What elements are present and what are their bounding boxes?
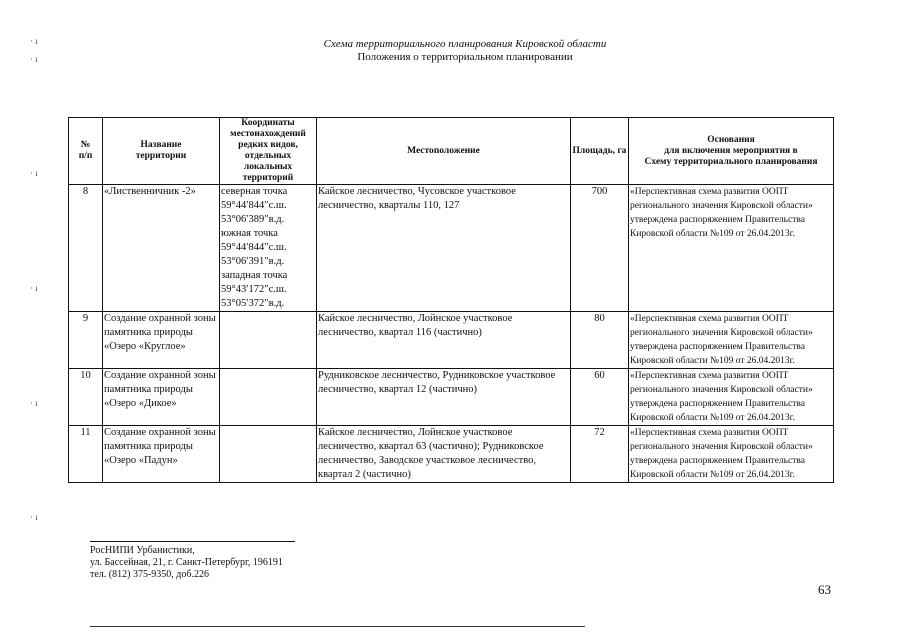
table-row bbox=[69, 185, 834, 312]
row-name: Создание охранной зоны памятника природы «Озеро «Падун» bbox=[103, 426, 220, 483]
row-num: 9 bbox=[69, 312, 103, 369]
table-row bbox=[69, 369, 834, 426]
row-area: 72 bbox=[571, 426, 629, 483]
page-number: 63 bbox=[818, 582, 831, 597]
row-area: 700 bbox=[571, 185, 629, 312]
document-title: Схема территориального планирования Кировской области bbox=[323, 38, 607, 50]
row-coords bbox=[220, 312, 317, 369]
table-row bbox=[69, 426, 834, 483]
table-row bbox=[69, 312, 834, 369]
row-location: Кайское лесничество, Лойнское участковое лесничество, квартал 63 (частично); Рудниковское лесничество, Заводское участковое лесничество, квартал 2 (частично) bbox=[317, 426, 571, 483]
header-area: Площадь, га bbox=[571, 118, 629, 185]
row-location: Кайское лесничество, Лойнское участковое лесничество, квартал 116 (частично) bbox=[317, 312, 571, 369]
header-coords: Координаты местонахождений редких видов, отдельных локальных территорий bbox=[220, 118, 317, 185]
planning-table bbox=[68, 117, 834, 483]
header-num: № п/п bbox=[69, 118, 103, 185]
row-area: 80 bbox=[571, 312, 629, 369]
scan-mark: · ı bbox=[30, 512, 38, 522]
header-basis: Основания для включения мероприятия в Схему территориального планирования bbox=[629, 118, 834, 185]
header-location: Местоположение bbox=[317, 118, 571, 185]
row-num: 8 bbox=[69, 185, 103, 312]
footer-divider bbox=[90, 541, 295, 542]
document-subtitle: Положения о территориальном планировании bbox=[357, 51, 573, 63]
scan-mark: · ı bbox=[30, 168, 38, 178]
row-location: Рудниковское лесничество, Рудниковское участковое лесничество, квартал 12 (частично) bbox=[317, 369, 571, 426]
row-name: Создание охранной зоны памятника природы «Озеро «Круглое» bbox=[103, 312, 220, 369]
row-basis: «Перспективная схема развития ООПТ регионального значения Кировской области» утверждена распоряжением Правительства Кировской области №109 от 26.04.2013г. bbox=[629, 185, 834, 312]
row-basis: «Перспективная схема развития ООПТ регионального значения Кировской области» утверждена распоряжением Правительства Кировской области №109 от 26.04.2013г. bbox=[629, 312, 834, 369]
scan-mark: · ı bbox=[30, 54, 38, 64]
footer-phone: тел. (812) 375-9350, доб.226 bbox=[90, 569, 209, 580]
footer-org: РосНИПИ Урбанистики, bbox=[90, 545, 195, 556]
row-coords bbox=[220, 426, 317, 483]
row-area: 60 bbox=[571, 369, 629, 426]
page-header bbox=[300, 38, 630, 64]
scan-mark: · ı bbox=[30, 398, 38, 408]
scan-mark: · ı bbox=[30, 283, 38, 293]
row-coords bbox=[220, 369, 317, 426]
row-coords: северная точка 59°44′844″с.ш. 53°06′389″в.д. южная точка 59°44′844″с.ш. 53°06′391″в.д. западная точка 59°43′172″с.ш. 53°05′372″в.д. bbox=[220, 185, 317, 312]
row-num: 10 bbox=[69, 369, 103, 426]
row-num: 11 bbox=[69, 426, 103, 483]
table-header-row bbox=[69, 118, 834, 185]
footer bbox=[90, 545, 283, 581]
bottom-divider bbox=[90, 626, 585, 627]
header-name: Название территории bbox=[103, 118, 220, 185]
row-basis: «Перспективная схема развития ООПТ регионального значения Кировской области» утверждена распоряжением Правительства Кировской области №109 от 26.04.2013г. bbox=[629, 369, 834, 426]
row-name: «Лиственничник -2» bbox=[103, 185, 220, 312]
row-name: Создание охранной зоны памятника природы «Озеро «Дикое» bbox=[103, 369, 220, 426]
scan-mark: · ı bbox=[30, 36, 38, 46]
row-basis: «Перспективная схема развития ООПТ регионального значения Кировской области» утверждена распоряжением Правительства Кировской области №109 от 26.04.2013г. bbox=[629, 426, 834, 483]
row-location: Кайское лесничество, Чусовское участковое лесничество, кварталы 110, 127 bbox=[317, 185, 571, 312]
footer-address: ул. Бассейная, 21, г. Санкт-Петербург, 196191 bbox=[90, 557, 283, 568]
